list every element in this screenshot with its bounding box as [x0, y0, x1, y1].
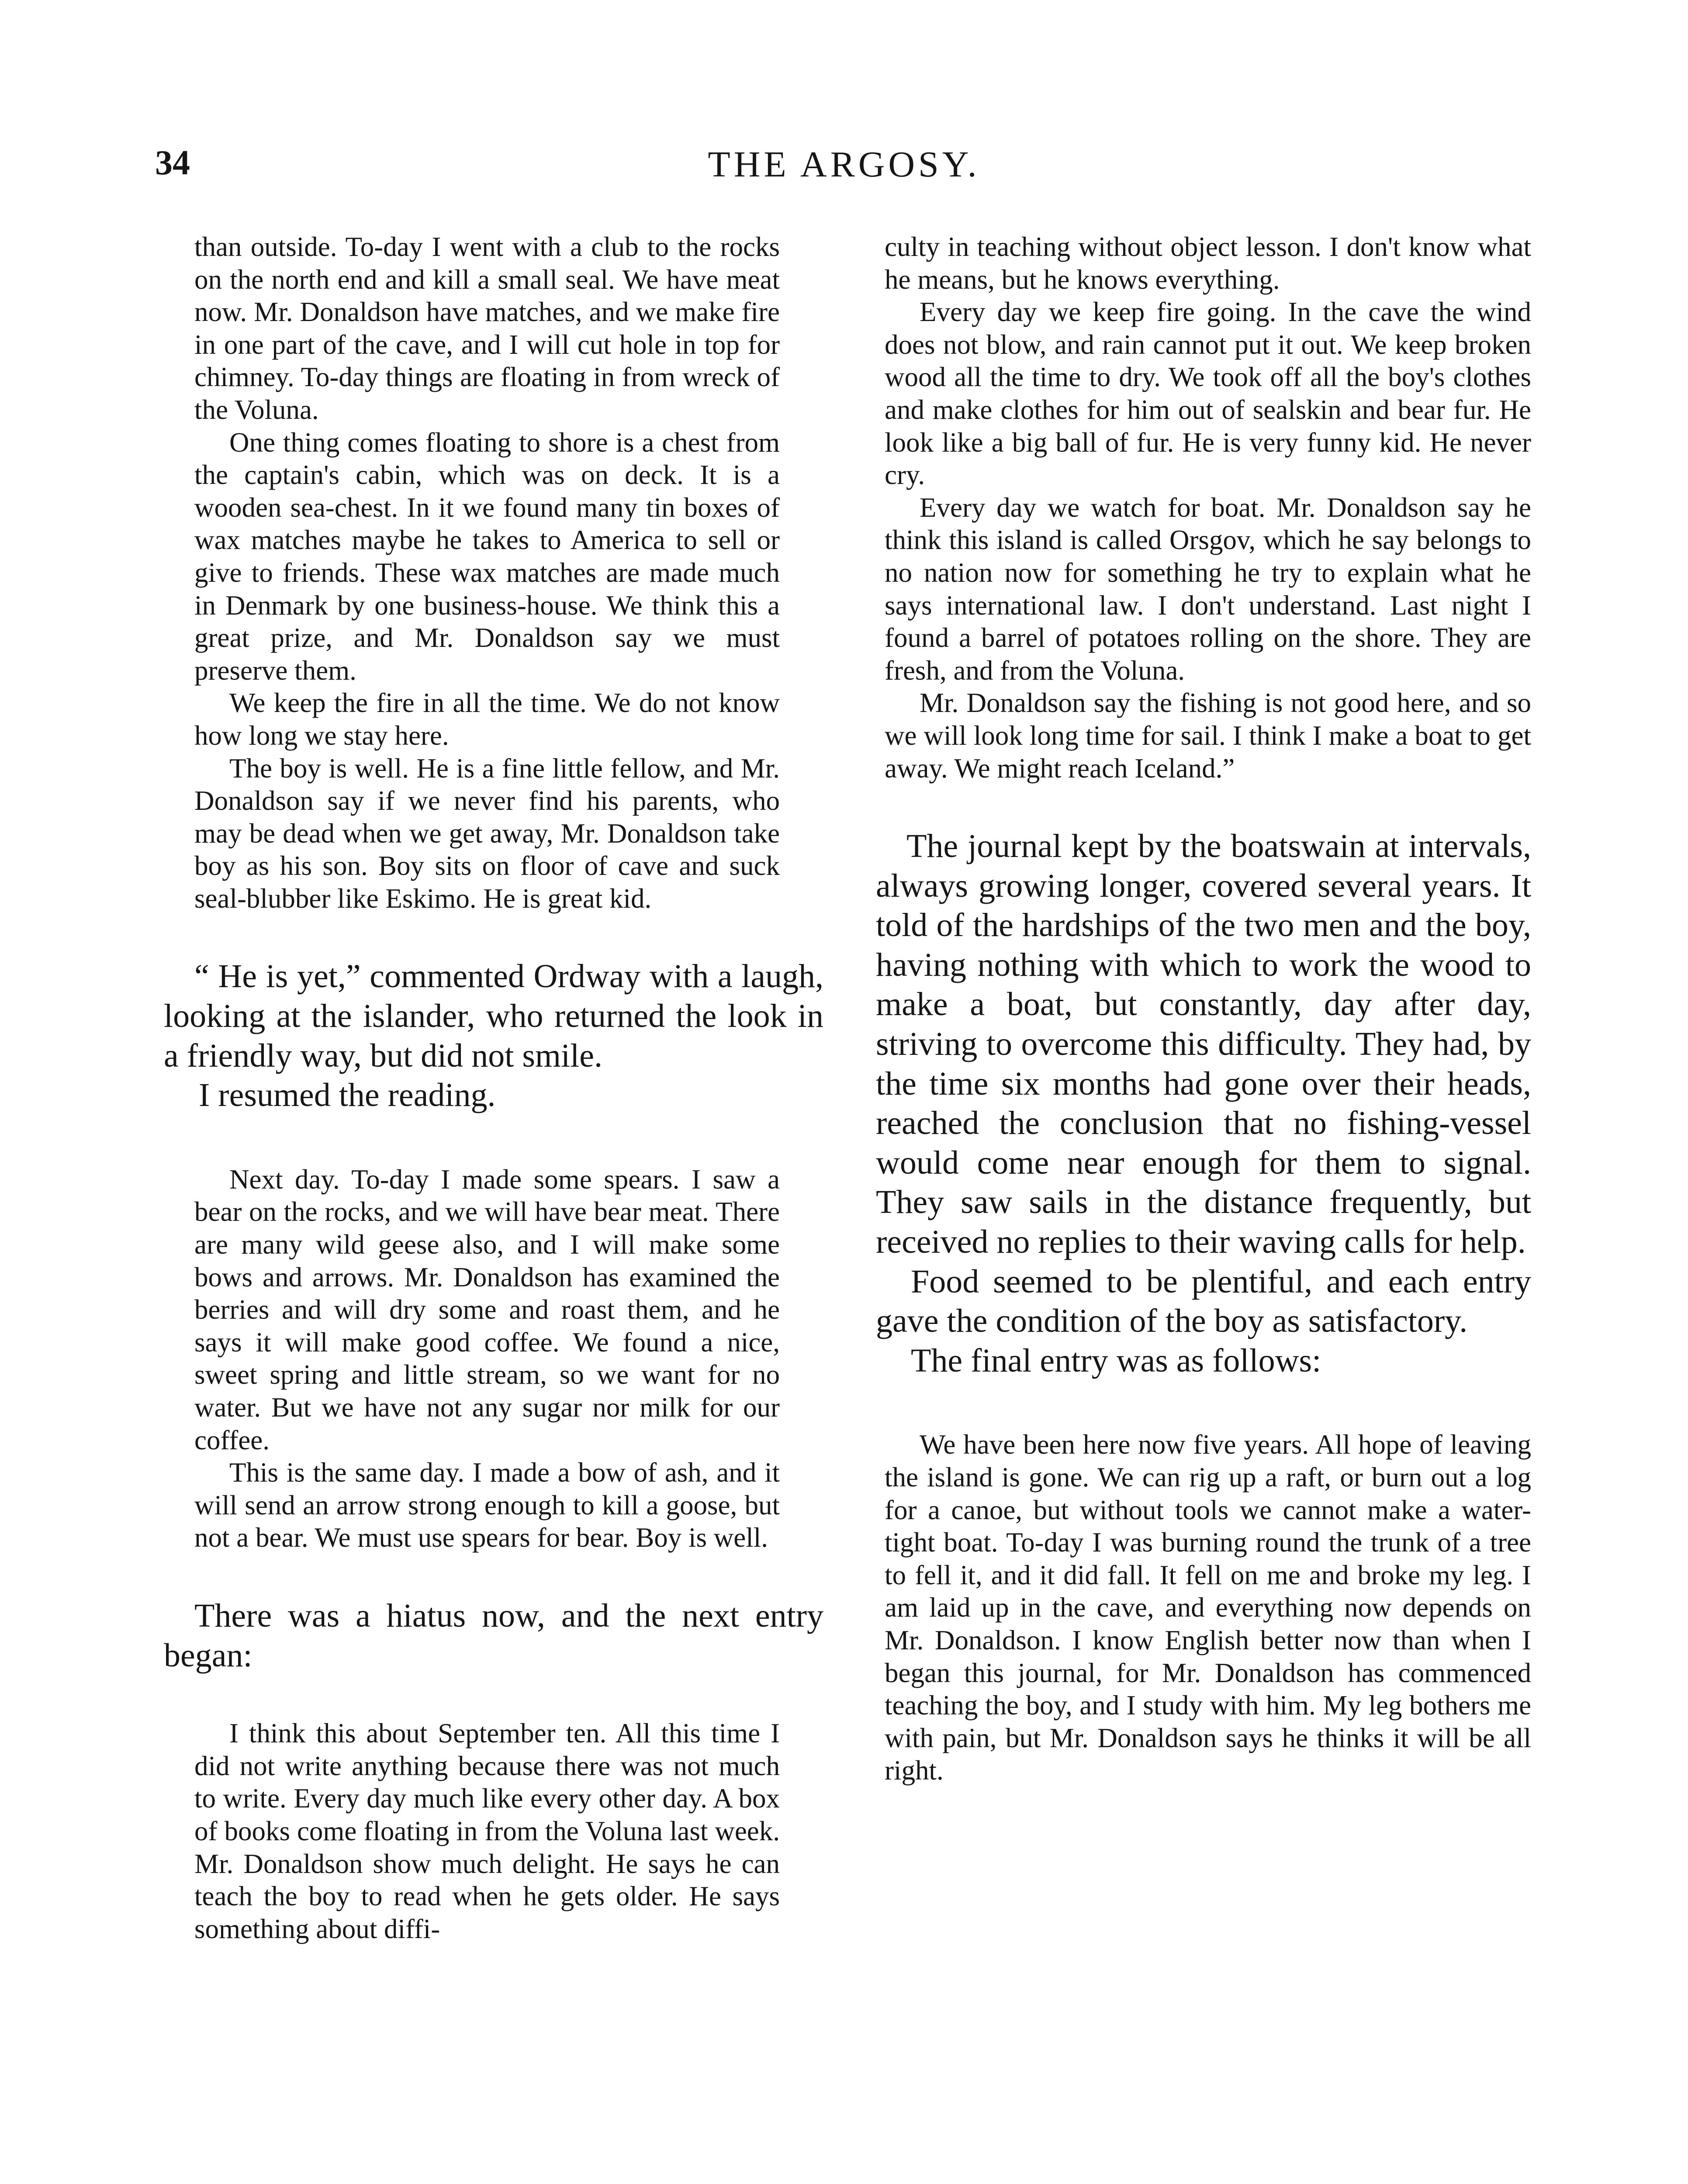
journal-excerpt [876, 231, 1531, 784]
right-column [876, 231, 1531, 1787]
page-header [0, 143, 1688, 200]
left-column [164, 231, 823, 1945]
narrative-paragraph: I resumed the reading. [199, 1077, 496, 1114]
narrative-paragraph: There was a hiatus now, and the next entry began: [164, 1597, 823, 1674]
running-title: THE ARGOSY. [708, 144, 980, 185]
journal-paragraph: Next day. To-day I made some spears. I saw a bear on the rocks, and we will have bear meat. There are many wild geese also, and I will make some bows and arrows. Mr. Donaldson has examined the berries and will dry some and roast them, and he says it will make good coffee. We found a nice, sweet spring and little stream, so we want for no water. But we have not any sugar nor milk for our coffee. [194, 1164, 780, 1455]
journal-paragraph: The boy is well. He is a fine little fellow, and Mr. Donaldson say if we never find his parents, who may be dead when we get away, Mr. Donaldson take boy as his son. Boy sits on floor of cave and suck seal-blubber like Eskimo. He is great kid. [194, 753, 780, 914]
journal-paragraph: Mr. Donaldson say the fishing is not good here, and so we will look long time for sail. I think I make a boat to get away. We might reach Iceland.” [885, 688, 1531, 784]
journal-paragraph: I think this about September ten. All this time I did not write anything because there was not much to write. Every day much like every other day. A box of books come floating in from the Voluna last week. Mr. Donaldson show much delight. He says he can teach the boy to read when he gets older. He says something about diffi- [194, 1718, 780, 1944]
journal-excerpt [164, 1163, 823, 1554]
journal-excerpt [164, 1717, 823, 1945]
narrative-block [876, 826, 1531, 1380]
journal-paragraph: Every day we watch for boat. Mr. Donaldson say he think this island is called Orsgov, which he say belongs to no nation now for something he try to explain what he says international law. I don't understand. Last night I found a barrel of potatoes rolling on the shore. They are fresh, and from the Voluna. [885, 492, 1531, 686]
journal-paragraph: This is the same day. I made a bow of ash, and it will send an arrow strong enough to kill a goose, but not a bear. We must use spears for bear. Boy is well. [194, 1457, 780, 1553]
journal-paragraph: We keep the fire in all the time. We do not know how long we stay here. [194, 688, 780, 751]
journal-paragraph: Every day we keep fire going. In the cave the wind does not blow, and rain cannot put it out. We keep broken wood all the time to dry. We took off all the boy's clothes and make clothes for him out of sealskin and bear fur. He look like a big ball of fur. He is very funny kid. He never cry. [885, 297, 1531, 491]
journal-paragraph: culty in teaching without object lesson. I don't know what he means, but he knows everything. [885, 232, 1531, 295]
narrative-paragraph: “ He is yet,” commented Ordway with a laugh, looking at the islander, who returned the look in a friendly way, but did not smile. [164, 958, 823, 1074]
journal-excerpt [876, 1428, 1531, 1787]
journal-excerpt [164, 231, 823, 915]
narrative-paragraph: The final entry was as follows: [911, 1342, 1321, 1379]
narrative-block [164, 957, 823, 1115]
page-number: 34 [155, 144, 190, 182]
narrative-paragraph: Food seemed to be plentiful, and each entry gave the condition of the boy as satisfactory. [876, 1263, 1531, 1340]
narrative-paragraph: The journal kept by the boatswain at intervals, always growing longer, covered several years. It told of the hardships of the two men and the boy, having nothing with which to work the wood to make a boat, but constantly, day after day, striving to overcome this difficulty. They had, by the time six months had gone over their heads, reached the conclusion that no fishing-vessel would come near enough for them to signal. They saw sails in the distance frequently, but received no replies to their waving calls for help. [876, 828, 1531, 1261]
journal-paragraph: than outside. To-day I went with a club to the rocks on the north end and kill a small seal. We have meat now. Mr. Donaldson have matches, and we make fire in one part of the cave, and I will cut hole in top for chimney. To-day things are floating in from wreck of the Voluna. [194, 232, 780, 425]
narrative-block [164, 1596, 823, 1675]
journal-paragraph: We have been here now five years. All hope of leaving the island is gone. We can rig up a raft, or burn out a log for a canoe, but without tools we cannot make a water-tight boat. To-day I was burning round the trunk of a tree to fell it, and it did fall. It fell on me and broke my leg. I am laid up in the cave, and everything now depends on Mr. Donaldson. I know English better now than when I began this journal, for Mr. Donaldson has commenced teaching the boy, and I study with him. My leg bothers me with pain, but Mr. Donaldson says he thinks it will be all right. [885, 1429, 1531, 1786]
journal-paragraph: One thing comes floating to shore is a chest from the captain's cabin, which was on deck. It is a wooden sea-chest. In it we found many tin boxes of wax matches maybe he takes to America to sell or give to friends. These wax matches are made much in Denmark by one business-house. We think this a great prize, and Mr. Donaldson say we must preserve them. [194, 427, 780, 686]
